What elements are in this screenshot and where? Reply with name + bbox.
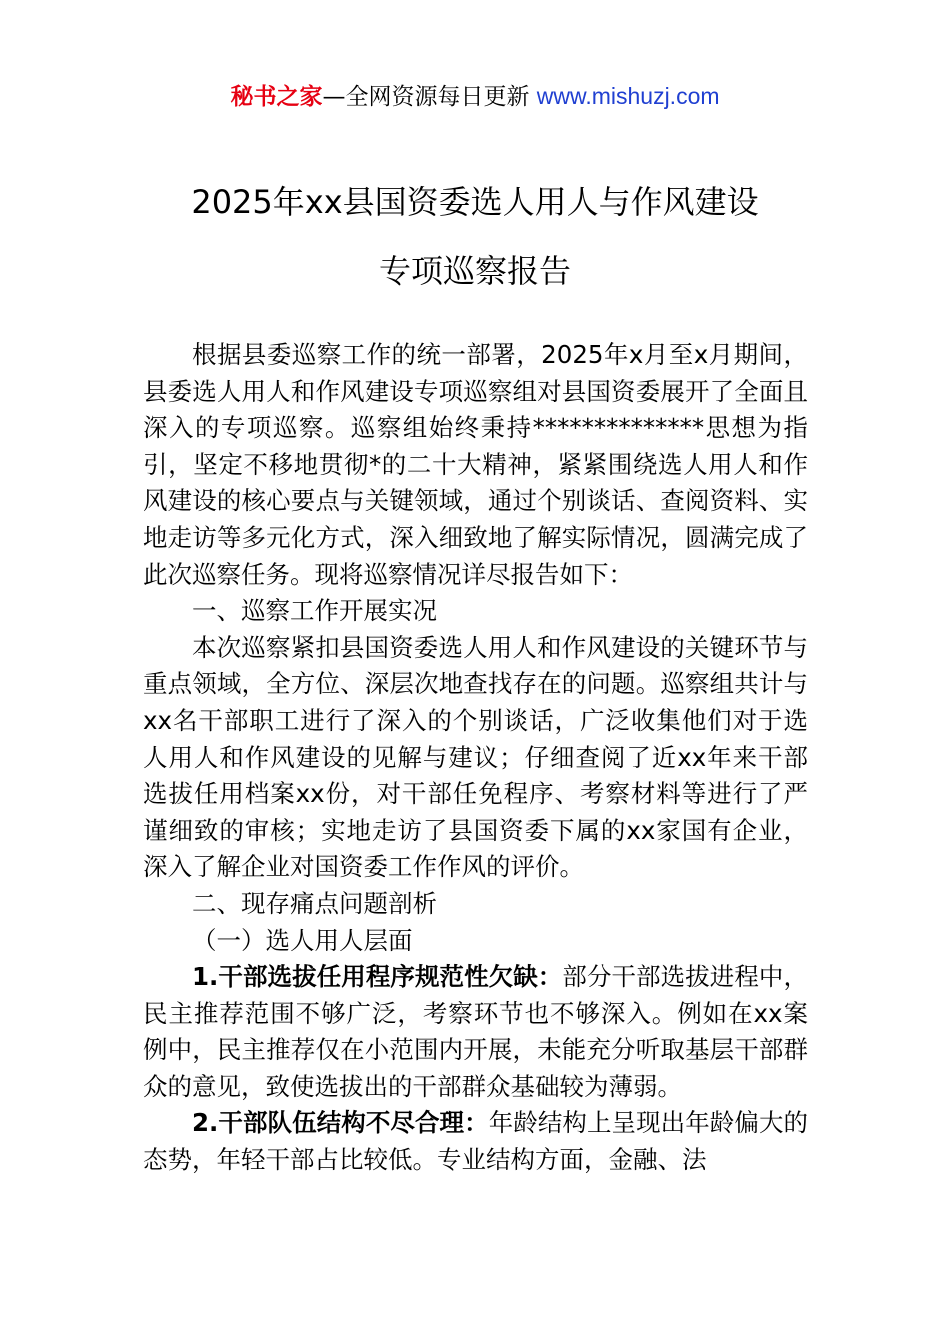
item-heading-2: 2.干部队伍结构不尽合理： [192,1108,489,1138]
section-1-paragraph: 本次巡察紧扣县国资委选人用人和作风建设的关键环节与重点领域，全方位、深层次地查找存在的问题。巡察组共计与xx名干部职工进行了深入的个别谈话，广泛收集他们对于选人用人和作风建设的见解与建议；仔细查阅了近xx年来干部选拔任用档案xx份，对干部任免程序、考察材料等进行了严谨细致的审核；实地走访了县国资委下属的xx家国有企业，深入了解企业对国资委工作作风的评价。 [143,632,808,882]
site-tagline: —全网资源每日更新 [322,84,537,110]
item-text-2: 年龄结构上呈现出年龄偏大的态势，年轻干部占比较低。专业结构方面，金融、法 [143,1108,809,1175]
item-paragraph-1 [143,959,808,1105]
document-title-line-2: 专项巡察报告 [378,252,571,290]
document-body [143,337,808,1179]
section-heading-1: 一、巡察工作开展实况 [192,596,437,626]
section-heading-2: 二、现存痛点问题剖析 [192,888,437,918]
subsection-heading-1: （一）选人用人层面 [192,925,413,955]
site-header [0,80,950,113]
intro-paragraph: 根据县委巡察工作的统一部署，2025年x月至x月期间，县委选人用人和作风建设专项巡察组对县国资委展开了全面且深入的专项巡察。巡察组始终秉持**************思想为指引，坚定不移地贯彻*的二十大精神，紧紧围绕选人用人和作风建设的核心要点与关键领域，通过个别谈话、查阅资料、实地走访等多元化方式，深入细致地了解实际情况，圆满完成了此次巡察任务。现将巡察情况详尽报告如下： [143,340,808,589]
item-heading-1: 1.干部选拔任用程序规范性欠缺： [192,962,563,992]
item-paragraph-2 [143,1105,808,1178]
site-url-link[interactable]: www.mishuzj.com [536,83,720,109]
site-brand: 秘书之家 [230,84,323,110]
item-text-1: 部分干部选拔进程中，民主推荐范围不够广泛，考察环节也不够深入。例如在xx案例中，民主推荐仅在小范围内开展，未能充分听取基层干部群众的意见，致使选拔出的干部群众基础较为薄弱。 [143,962,809,1101]
document-title-line-1: 2025年xx县国资委选人用人与作风建设 [191,183,759,221]
